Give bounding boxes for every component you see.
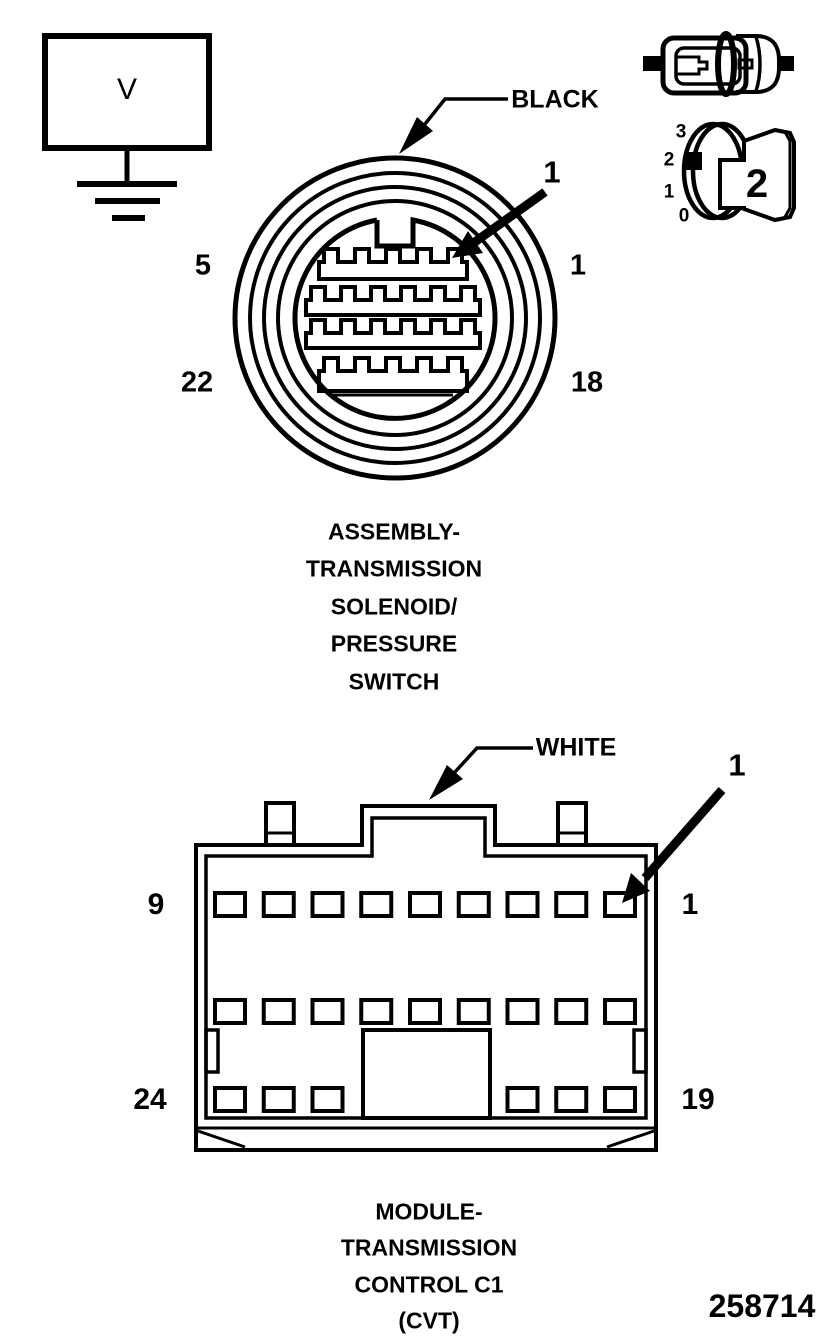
center-block: [363, 1030, 490, 1118]
pin-cavity: [313, 1000, 343, 1023]
dial-connector-number: 2: [745, 162, 769, 206]
pin-cavity: [410, 893, 440, 916]
pin-cavity: [459, 1000, 489, 1023]
rect-pin1-label: 1: [728, 747, 746, 783]
lock-tab: [266, 803, 294, 845]
rect-caption-line: MODULE-: [375, 1198, 483, 1225]
round-pin-row: [306, 320, 480, 348]
pin-cavity: [215, 1088, 245, 1111]
side-slot: [206, 1030, 218, 1072]
pin-cavity: [556, 1088, 586, 1111]
pin-cavity: [508, 1000, 538, 1023]
pin-cavity: [215, 893, 245, 916]
round-pin-rows: [306, 249, 480, 391]
figure-number: 258714: [708, 1288, 816, 1324]
pin-cavity: [264, 1088, 294, 1111]
pin-cavity: [264, 1000, 294, 1023]
voltmeter-label: V: [116, 73, 138, 106]
round-pin-row: [319, 249, 467, 279]
rect-pin-label-24: 24: [133, 1083, 167, 1116]
pin-cavity: [556, 893, 586, 916]
round-caption-line: SWITCH: [348, 668, 440, 695]
pin-cavity: [313, 1088, 343, 1111]
rect-color-label: WHITE: [535, 733, 617, 762]
pin-cavity: [361, 893, 391, 916]
lock-tab: [558, 803, 586, 845]
round-caption-line: ASSEMBLY-: [327, 518, 461, 545]
pin-cavity: [508, 893, 538, 916]
round-caption-line: PRESSURE: [330, 630, 458, 657]
pin-cavity: [410, 1000, 440, 1023]
connector-pair-icon: [643, 34, 794, 94]
connector-number-dial-icon: [684, 124, 794, 220]
pin-cavity: [508, 1088, 538, 1111]
pin-cavity: [605, 1000, 635, 1023]
position-marker: [684, 152, 702, 170]
side-slot: [634, 1030, 646, 1072]
round-caption-line: SOLENOID/: [330, 593, 458, 620]
pin-cavity: [556, 1000, 586, 1023]
rect-connector-face: [196, 803, 656, 1150]
dial-scale-3: 3: [675, 121, 687, 143]
rect-pin-label-1: 1: [681, 888, 699, 921]
round-pin-label-18: 18: [570, 366, 604, 399]
rect-caption-line: CONTROL C1: [354, 1271, 504, 1298]
pin-cavity: [313, 893, 343, 916]
rect-pin-label-9: 9: [147, 888, 165, 921]
white-callout-leader: [429, 748, 533, 800]
round-pin-row: [319, 358, 467, 391]
rect-caption-line: TRANSMISSION: [340, 1234, 518, 1261]
dial-scale-2: 2: [663, 149, 675, 171]
rect-pin-rows: [215, 893, 635, 1111]
round-pin-label-1: 1: [569, 249, 587, 282]
round-pin-label-5: 5: [194, 249, 212, 282]
pin-cavity: [264, 893, 294, 916]
voltmeter-symbol: [45, 36, 209, 218]
rect-caption-line: (CVT): [398, 1307, 460, 1334]
round-connector-face: [235, 158, 555, 478]
rect-pin-label-19: 19: [681, 1083, 715, 1116]
round-caption-line: TRANSMISSION: [305, 555, 483, 582]
round-pin-row: [306, 287, 480, 315]
round-color-label: BLACK: [511, 85, 599, 114]
round-pin1-label: 1: [543, 154, 561, 190]
pin-cavity: [605, 1088, 635, 1111]
black-callout-leader: [399, 99, 508, 154]
dial-scale-0: 0: [678, 205, 690, 227]
round-pin-label-22: 22: [180, 366, 214, 399]
dial-scale-1: 1: [663, 181, 675, 203]
pin-cavity: [361, 1000, 391, 1023]
pin-cavity: [459, 893, 489, 916]
pin-cavity: [215, 1000, 245, 1023]
